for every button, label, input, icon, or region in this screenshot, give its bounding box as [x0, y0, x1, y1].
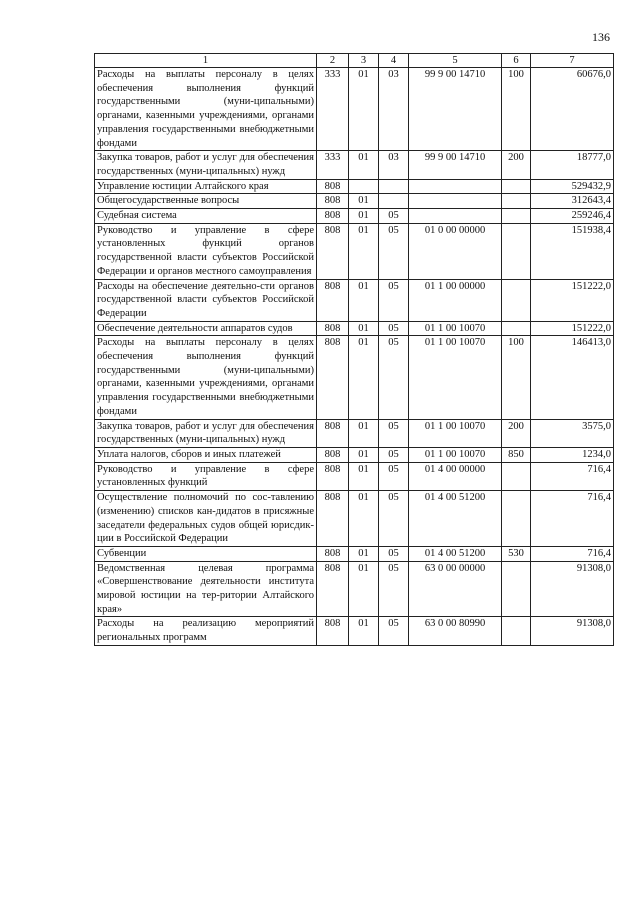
amount-cell: 1234,0 — [531, 447, 614, 462]
section-code-cell: 01 — [349, 447, 379, 462]
section-code-cell: 01 — [349, 419, 379, 447]
amount-cell: 716,4 — [531, 491, 614, 547]
row-name-cell: Руководство и управление в сфере установленных функций органов государственной власти субъектов Российской Федерации и органов местного самоуправления — [95, 223, 317, 279]
expense-type-cell — [502, 209, 531, 224]
amount-cell: 18777,0 — [531, 151, 614, 179]
section-code-cell: 01 — [349, 561, 379, 617]
column-header: 7 — [531, 54, 614, 68]
amount-cell: 91308,0 — [531, 617, 614, 645]
row-name-cell: Управление юстиции Алтайского края — [95, 179, 317, 194]
row-name-cell: Закупка товаров, работ и услуг для обеспечения государственных (муни-ципальных) нужд — [95, 151, 317, 179]
subsection-code-cell: 05 — [379, 617, 409, 645]
table-row — [95, 336, 614, 419]
target-article-cell: 01 1 00 00000 — [409, 279, 502, 321]
subsection-code-cell — [379, 179, 409, 194]
section-code-cell: 01 — [349, 223, 379, 279]
section-code-cell: 01 — [349, 462, 379, 490]
row-name-cell: Расходы на выплаты персоналу в целях обеспечения выполнения функций государственными (муни-ципальными) органами, казенными учреждениями, органами управления государственными внебюджетными фондами — [95, 68, 317, 151]
dept-code-cell: 808 — [317, 419, 349, 447]
amount-cell: 716,4 — [531, 546, 614, 561]
expense-type-cell: 200 — [502, 419, 531, 447]
target-article-cell: 01 1 00 10070 — [409, 447, 502, 462]
row-name-cell: Расходы на обеспечение деятельно-сти органов государственной власти субъектов Российской Федерации — [95, 279, 317, 321]
row-name-cell: Закупка товаров, работ и услуг для обеспечения государственных (муни-ципальных) нужд — [95, 419, 317, 447]
subsection-code-cell: 05 — [379, 419, 409, 447]
amount-cell: 91308,0 — [531, 561, 614, 617]
dept-code-cell: 808 — [317, 179, 349, 194]
subsection-code-cell: 05 — [379, 321, 409, 336]
table-row — [95, 68, 614, 151]
amount-cell: 151222,0 — [531, 279, 614, 321]
target-article-cell: 01 1 00 10070 — [409, 336, 502, 419]
subsection-code-cell: 05 — [379, 336, 409, 419]
column-header: 3 — [349, 54, 379, 68]
table-row — [95, 209, 614, 224]
subsection-code-cell: 05 — [379, 447, 409, 462]
dept-code-cell: 808 — [317, 462, 349, 490]
expense-type-cell — [502, 617, 531, 645]
target-article-cell: 99 9 00 14710 — [409, 151, 502, 179]
row-name-cell: Ведомственная целевая программа «Совершенствование деятельности института мировой юстиции на тер-ритории Алтайского края» — [95, 561, 317, 617]
subsection-code-cell: 05 — [379, 223, 409, 279]
column-header: 5 — [409, 54, 502, 68]
subsection-code-cell: 03 — [379, 151, 409, 179]
target-article-cell: 01 1 00 10070 — [409, 419, 502, 447]
expense-type-cell — [502, 194, 531, 209]
dept-code-cell: 808 — [317, 194, 349, 209]
table-row — [95, 321, 614, 336]
section-code-cell: 01 — [349, 279, 379, 321]
expense-type-cell — [502, 179, 531, 194]
table-row — [95, 151, 614, 179]
subsection-code-cell: 05 — [379, 561, 409, 617]
table-row — [95, 447, 614, 462]
dept-code-cell: 808 — [317, 336, 349, 419]
dept-code-cell: 808 — [317, 491, 349, 547]
target-article-cell: 01 4 00 51200 — [409, 546, 502, 561]
budget-table — [94, 53, 614, 646]
table-header-row — [95, 54, 614, 68]
row-name-cell: Осуществление полномочий по сос-тавлению (изменению) списков кан-дидатов в присяжные заседатели федеральных судов общей юрисдик-ции в Российской Федерации — [95, 491, 317, 547]
table-row — [95, 561, 614, 617]
amount-cell: 3575,0 — [531, 419, 614, 447]
subsection-code-cell: 03 — [379, 68, 409, 151]
section-code-cell: 01 — [349, 546, 379, 561]
row-name-cell: Судебная система — [95, 209, 317, 224]
row-name-cell: Субвенции — [95, 546, 317, 561]
row-name-cell: Расходы на реализацию мероприятий региональных программ — [95, 617, 317, 645]
target-article-cell: 01 4 00 00000 — [409, 462, 502, 490]
dept-code-cell: 333 — [317, 68, 349, 151]
expense-type-cell: 100 — [502, 68, 531, 151]
amount-cell: 60676,0 — [531, 68, 614, 151]
section-code-cell: 01 — [349, 209, 379, 224]
section-code-cell: 01 — [349, 68, 379, 151]
expense-type-cell — [502, 321, 531, 336]
target-article-cell: 01 0 00 00000 — [409, 223, 502, 279]
dept-code-cell: 808 — [317, 209, 349, 224]
expense-type-cell — [502, 223, 531, 279]
amount-cell: 146413,0 — [531, 336, 614, 419]
table-row — [95, 179, 614, 194]
column-header: 6 — [502, 54, 531, 68]
expense-type-cell — [502, 561, 531, 617]
dept-code-cell: 808 — [317, 561, 349, 617]
expense-type-cell — [502, 462, 531, 490]
row-name-cell: Руководство и управление в сфере установленных функций — [95, 462, 317, 490]
row-name-cell: Уплата налогов, сборов и иных платежей — [95, 447, 317, 462]
dept-code-cell: 808 — [317, 321, 349, 336]
table-row — [95, 223, 614, 279]
column-header: 1 — [95, 54, 317, 68]
section-code-cell: 01 — [349, 617, 379, 645]
row-name-cell: Обеспечение деятельности аппаратов судов — [95, 321, 317, 336]
target-article-cell: 63 0 00 00000 — [409, 561, 502, 617]
expense-type-cell — [502, 279, 531, 321]
expense-type-cell: 200 — [502, 151, 531, 179]
expense-type-cell — [502, 491, 531, 547]
dept-code-cell: 808 — [317, 617, 349, 645]
section-code-cell: 01 — [349, 321, 379, 336]
table-row — [95, 617, 614, 645]
target-article-cell: 63 0 00 80990 — [409, 617, 502, 645]
dept-code-cell: 808 — [317, 447, 349, 462]
amount-cell: 151938,4 — [531, 223, 614, 279]
section-code-cell: 01 — [349, 194, 379, 209]
column-header: 4 — [379, 54, 409, 68]
section-code-cell: 01 — [349, 151, 379, 179]
amount-cell: 716,4 — [531, 462, 614, 490]
amount-cell: 529432,9 — [531, 179, 614, 194]
dept-code-cell: 808 — [317, 279, 349, 321]
target-article-cell: 01 1 00 10070 — [409, 321, 502, 336]
target-article-cell — [409, 179, 502, 194]
expense-type-cell: 850 — [502, 447, 531, 462]
target-article-cell — [409, 194, 502, 209]
target-article-cell: 99 9 00 14710 — [409, 68, 502, 151]
table-row — [95, 194, 614, 209]
subsection-code-cell: 05 — [379, 491, 409, 547]
amount-cell: 151222,0 — [531, 321, 614, 336]
table-row — [95, 279, 614, 321]
section-code-cell — [349, 179, 379, 194]
amount-cell: 259246,4 — [531, 209, 614, 224]
dept-code-cell: 808 — [317, 223, 349, 279]
section-code-cell: 01 — [349, 491, 379, 547]
subsection-code-cell: 05 — [379, 462, 409, 490]
dept-code-cell: 333 — [317, 151, 349, 179]
expense-type-cell: 100 — [502, 336, 531, 419]
expense-type-cell: 530 — [502, 546, 531, 561]
subsection-code-cell: 05 — [379, 279, 409, 321]
page-number: 136 — [592, 30, 610, 44]
table-row — [95, 462, 614, 490]
table-row — [95, 546, 614, 561]
subsection-code-cell: 05 — [379, 209, 409, 224]
subsection-code-cell: 05 — [379, 546, 409, 561]
column-header: 2 — [317, 54, 349, 68]
dept-code-cell: 808 — [317, 546, 349, 561]
amount-cell: 312643,4 — [531, 194, 614, 209]
section-code-cell: 01 — [349, 336, 379, 419]
target-article-cell — [409, 209, 502, 224]
subsection-code-cell — [379, 194, 409, 209]
row-name-cell: Расходы на выплаты персоналу в целях обеспечения выполнения функций государственными (муни-ципальными) органами, казенными учреждениями, органами управления государственными внебюджетными фондами — [95, 336, 317, 419]
table-row — [95, 491, 614, 547]
table-row — [95, 419, 614, 447]
target-article-cell: 01 4 00 51200 — [409, 491, 502, 547]
row-name-cell: Общегосударственные вопросы — [95, 194, 317, 209]
